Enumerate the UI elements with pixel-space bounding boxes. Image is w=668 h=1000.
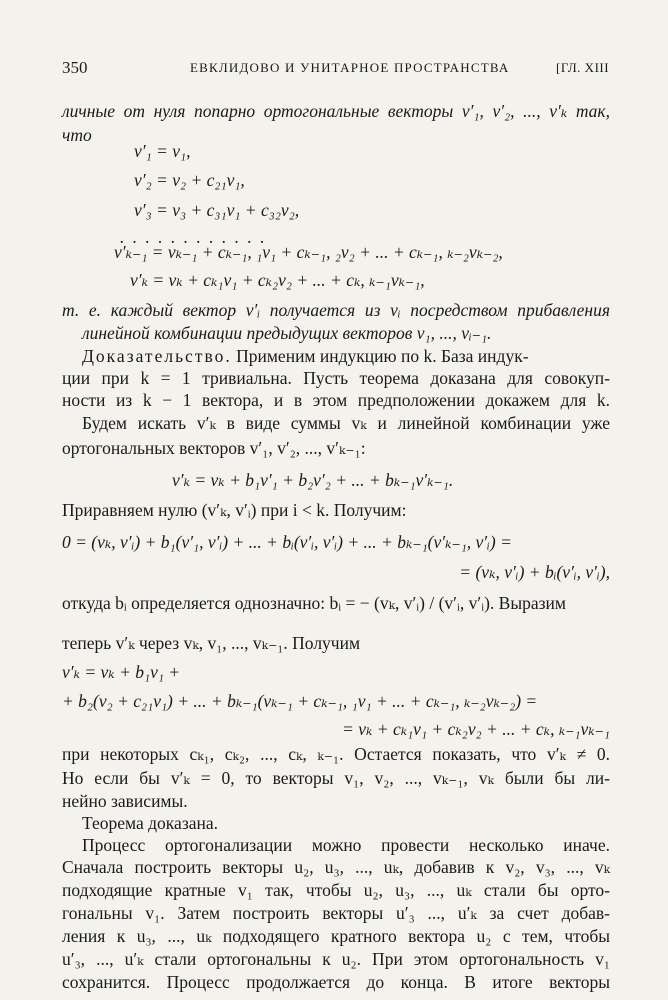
text-line: подходящие кратные v₁ так, чтобы u₂, u₃, ..., uₖ стали бы орто- (62, 880, 610, 900)
text-line: личные от нуля попарно ортогональные векторы v′₁, v′₂, ..., v′ₖ так, (62, 101, 610, 121)
page-number: 350 (62, 58, 88, 77)
text-line: Процесс ортогонализации можно провести несколько иначе. (82, 835, 610, 855)
equation: = vₖ + cₖ₁v₁ + cₖ₂v₂ + ... + cₖ, ₖ₋₁vₖ₋₁ (342, 719, 610, 739)
equation: v′ₖ = vₖ + b₁v₁ + (62, 662, 181, 682)
equation: v′ₖ = vₖ + cₖ₁v₁ + cₖ₂v₂ + ... + cₖ, ₖ₋₁vₖ₋₁, (130, 270, 425, 290)
text-line: Сначала построить векторы u₂, u₃, ..., uₖ, добавив к v₂, v₃, ..., vₖ (62, 857, 610, 877)
equation: 0 = (vₖ, v′ᵢ) + b₁(v′₁, v′ᵢ) + ... + bᵢ(v′ᵢ, v′ᵢ) + ... + bₖ₋₁(v′ₖ₋₁, v′ᵢ) = (62, 532, 512, 552)
text-line: u′₃, ..., u′ₖ стали ортогональны к u₂. При этом ортогональность v₁ (62, 949, 610, 969)
text-line: при некоторых cₖ₁, cₖ₂, ..., cₖ, ₖ₋₁. Остается показать, что v′ₖ ≠ 0. (62, 744, 610, 764)
text-line: откуда bᵢ определяется однозначно: bᵢ = − (vₖ, v′ᵢ) / (v′ᵢ, v′ᵢ). Выразим (62, 593, 566, 613)
text-line: что (62, 125, 92, 145)
running-title: ЕВКЛИДОВО И УНИТАРНОЕ ПРОСТРАНСТВА (190, 60, 510, 75)
text-line: ции при k = 1 тривиальна. Пусть теорема доказана для совокуп- (62, 368, 610, 388)
chapter-marker: [ГЛ. XIII (556, 60, 610, 75)
text-line: Приравняем нулю (v′ₖ, v′ᵢ) при i < k. Получим: (62, 500, 407, 520)
text-line: т. е. каждый вектор v′ᵢ получается из vᵢ посредством прибавления (62, 300, 610, 320)
equation-ellipsis: . . . . . . . . . . . . (120, 227, 267, 247)
equation: v′ₖ₋₁ = vₖ₋₁ + cₖ₋₁, ₁v₁ + cₖ₋₁, ₂v₂ + ... + cₖ₋₁, ₖ₋₂vₖ₋₂, (114, 242, 503, 262)
text-line: Но если бы v′ₖ = 0, то векторы v₁, v₂, ..., vₖ₋₁, vₖ были бы ли- (62, 768, 610, 788)
equation: = (vₖ, v′ᵢ) + bᵢ(v′ᵢ, v′ᵢ), (459, 562, 610, 582)
text-line: гональны v₁. Затем построить векторы u′₃ ..., u′ₖ за счет добав- (62, 903, 610, 923)
equation: v′₃ = v₃ + c₃₁v₁ + c₃₂v₂, (134, 200, 300, 220)
proof-line (82, 345, 610, 367)
equation: v′₁ = v₁, (134, 141, 191, 161)
text-line: ности из k − 1 вектора, и в этом предположении докажем для k. (62, 390, 610, 410)
text-line: теперь v′ₖ через vₖ, v₁, ..., vₖ₋₁. Получим (62, 633, 361, 653)
proof-label: Доказательство. (82, 346, 232, 366)
text-line: Будем искать v′ₖ в виде суммы vₖ и линейной комбинации уже (82, 413, 610, 433)
text-line: ления к u₃, ..., uₖ подходящего кратного вектора u₂ с тем, чтобы (62, 926, 610, 946)
equation: + b₂(v₂ + c₂₁v₁) + ... + bₖ₋₁(vₖ₋₁ + cₖ₋₁, ₁v₁ + ... + cₖ₋₁, ₖ₋₂vₖ₋₂) = (62, 691, 538, 711)
text-span: Применим индукцию по k. База индук- (231, 346, 529, 366)
text-line: ортогональных векторов v′₁, v′₂, ..., v′ₖ₋₁: (62, 438, 366, 458)
equation: v′₂ = v₂ + c₂₁v₁, (134, 170, 245, 190)
text-line: Теорема доказана. (82, 813, 219, 833)
text-line: линейной комбинации предыдущих векторов v₁, ..., vᵢ₋₁. (82, 323, 492, 343)
text-line: сохранится. Процесс продолжается до конца. В итоге векторы (62, 972, 610, 992)
text-line: нейно зависимы. (62, 791, 188, 811)
equation: v′ₖ = vₖ + b₁v′₁ + b₂v′₂ + ... + bₖ₋₁v′ₖ₋₁. (172, 470, 454, 490)
